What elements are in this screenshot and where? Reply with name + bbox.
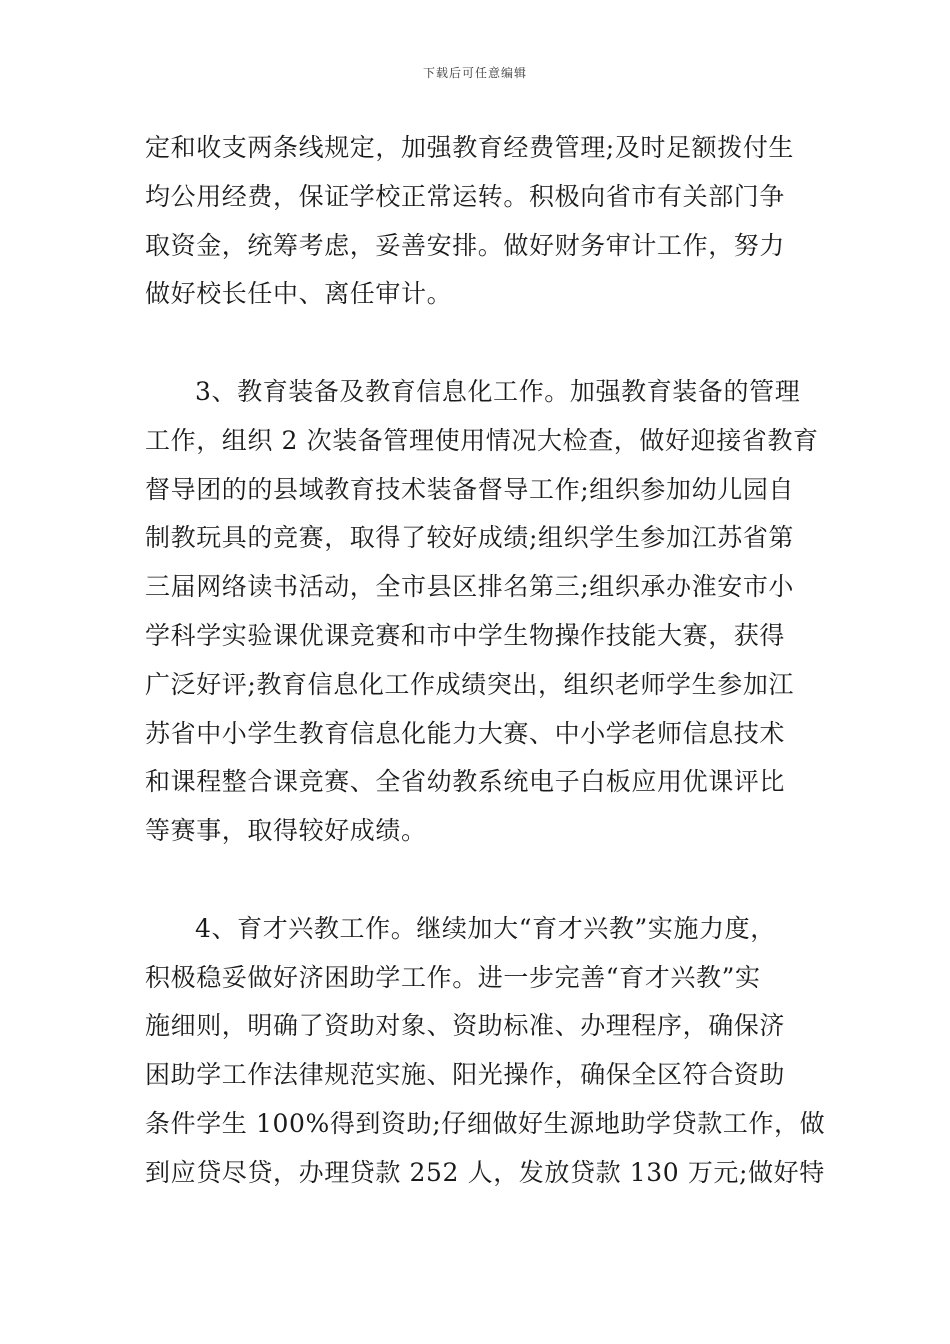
text-line: 三届网络读书活动，全市县区排名第三;组织承办淮安市小: [145, 572, 795, 602]
text-line: 条件学生 100%得到资助;仔细做好生源地助学贷款工作，做: [145, 1108, 826, 1138]
paragraph-1: [145, 124, 807, 319]
paragraph-gap: [145, 319, 807, 368]
paragraph-2: [145, 368, 819, 856]
text-line: 3、教育装备及教育信息化工作。加强教育装备的管理: [195, 376, 801, 406]
text-line: 困助学工作法律规范实施、阳光操作，确保全区符合资助: [145, 1060, 786, 1090]
text-line: 和课程整合课竞赛、全省幼教系统电子白板应用优课评比: [145, 767, 786, 797]
paragraph-3: [145, 905, 826, 1198]
text-line: 定和收支两条线规定，加强教育经费管理;及时足额拨付生: [145, 133, 795, 162]
text-line: 积极稳妥做好济困助学工作。进一步完善“育才兴教”实: [145, 962, 761, 992]
text-line: 做好校长任中、离任审计。: [145, 279, 453, 309]
text-line: 等赛事，取得较好成绩。: [145, 816, 427, 846]
text-line: 施细则，明确了资助对象、资助标准、办理程序，确保济: [145, 1011, 786, 1041]
body-text: [145, 124, 826, 1198]
text-line: 4、育才兴教工作。继续加大“育才兴教”实施力度，: [195, 913, 776, 943]
text-line: 到应贷尽贷，办理贷款 252 人，发放贷款 130 万元;做好特: [145, 1157, 825, 1187]
text-line: 督导团的的县域教育技术装备督导工作;组织参加幼儿园自: [145, 474, 795, 504]
text-line: 工作，组织 2 次装备管理使用情况大检查，做好迎接省教育: [145, 425, 819, 455]
text-line: 学科学实验课优课竞赛和市中学生物操作技能大赛，获得: [145, 620, 786, 650]
page-header: 下载后可任意编辑: [422, 66, 527, 80]
text-line: 广泛好评;教育信息化工作成绩突出，组织老师学生参加江: [145, 669, 795, 699]
text-line: 苏省中小学生教育信息化能力大赛、中小学老师信息技术: [145, 718, 786, 748]
paragraph-gap: [145, 856, 807, 905]
text-line: 制教玩具的竞赛，取得了较好成绩;组织学生参加江苏省第: [145, 523, 795, 553]
text-line: 取资金，统筹考虑，妥善安排。做好财务审计工作，努力: [145, 230, 786, 260]
text-line: 均公用经费，保证学校正常运转。积极向省市有关部门争: [145, 181, 786, 211]
